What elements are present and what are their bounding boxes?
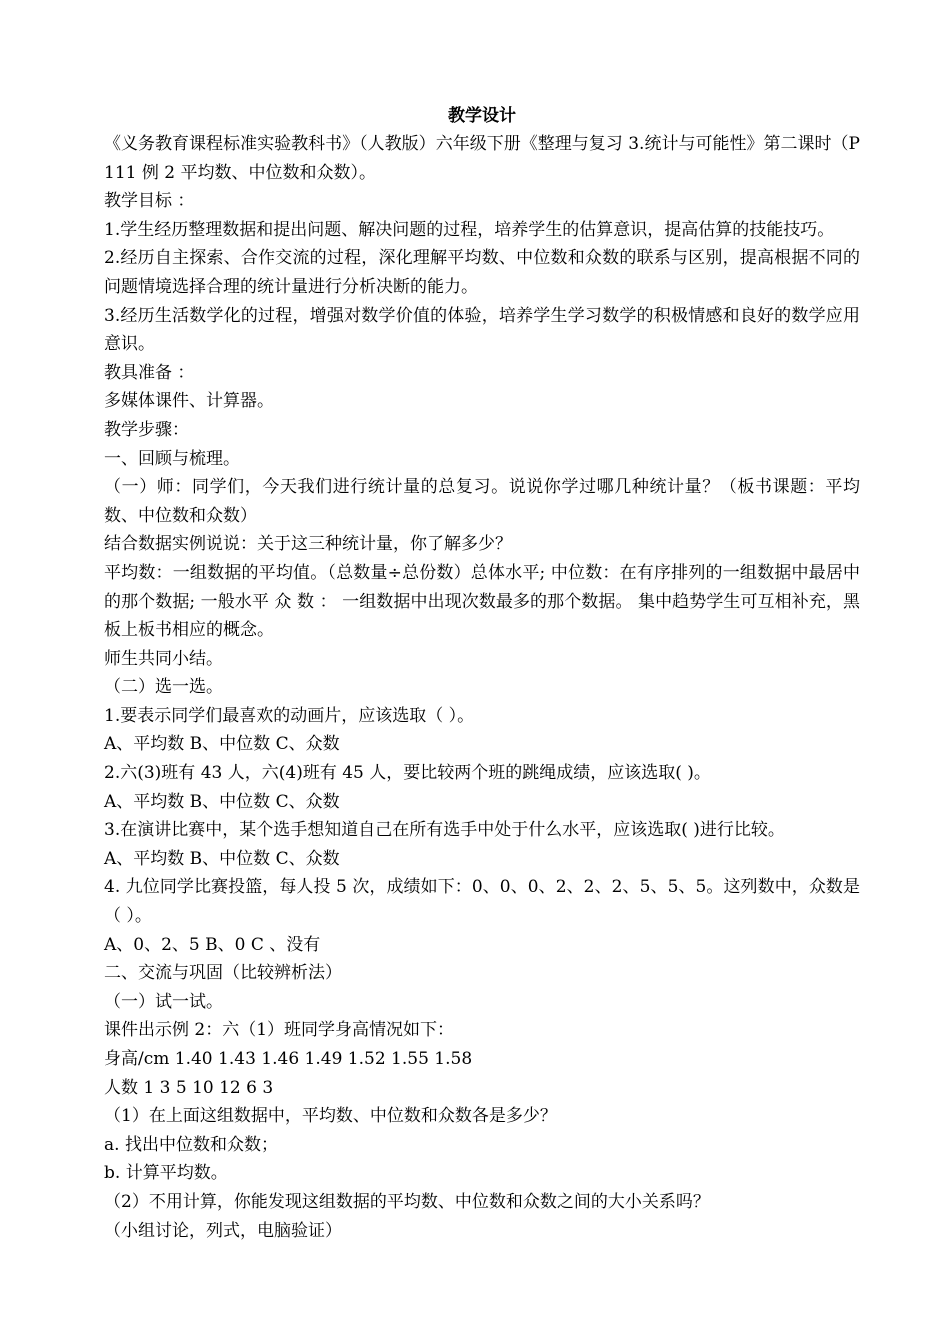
paragraph-task-1a: a. 找出中位数和众数；	[104, 1134, 278, 1155]
data-heights: 身高/cm 1.40 1.43 1.46 1.49 1.52 1.55 1.58	[104, 1049, 473, 1069]
question-4: 4. 九位同学比赛投篮，每人投 5 次，成绩如下：0、0、0、2、2、2、5、5、5。这列数中，众数是（ ）。	[104, 877, 860, 927]
document-title: 教学设计	[448, 106, 516, 126]
question-1: 1.要表示同学们最喜欢的动画片，应该选取（ ）。	[104, 705, 475, 726]
question-3: 3.在演讲比赛中，某个选手想知道自己在所有选手中处于什么水平，应该选取( )进行比较。	[104, 820, 785, 841]
section-review-heading: 一、回顾与梳理。	[104, 448, 240, 469]
paragraph-goals-heading: 教学目标 ：	[104, 191, 195, 212]
paragraph-tools: 多媒体课件、计算器。	[104, 391, 274, 412]
question-4-options: A、0、2、5 B、0 C 、没有	[104, 934, 321, 955]
question-1-options: A、平均数 B、中位数 C、众数	[104, 734, 340, 755]
subsection-choose-heading: （二）选一选。	[104, 677, 223, 698]
paragraph-definitions: 平均数：一组数据的平均值。（总数量÷总份数）总体水平; 中位数：在有序排列的一组数据中最居中的那个数据; 一般水平 众 数 ： 一组数据中出现次数最多的那个数据。 集中趋势学生可互相补充，黑板上板书相应的概念。	[104, 562, 860, 641]
paragraph-tools-heading: 教具准备 ：	[104, 362, 195, 383]
paragraph-review-1: （一）师：同学们，今天我们进行统计量的总复习。说说你学过哪几种统计量？（板书课题：平均数、中位数和众数）	[104, 477, 860, 526]
paragraph-review-2: 结合数据实例说说：关于这三种统计量，你了解多少？	[104, 534, 512, 555]
question-2: 2.六(3)班有 43 人，六(4)班有 45 人，要比较两个班的跳绳成绩，应该选取( )。	[104, 763, 711, 784]
question-3-options: A、平均数 B、中位数 C、众数	[104, 848, 340, 869]
data-counts: 人数 1 3 5 10 12 6 3	[104, 1077, 274, 1098]
question-2-options: A、平均数 B、中位数 C、众数	[104, 791, 340, 812]
paragraph-task-1: （1）在上面这组数据中，平均数、中位数和众数各是多少？	[104, 1106, 557, 1127]
paragraph-goal-2: 2.经历自主探索、合作交流的过程，深化理解平均数、中位数和众数的联系与区别，提高根据不同的问题情境选择合理的统计量进行分析决断的能力。	[104, 248, 860, 297]
paragraph-summary: 师生共同小结。	[104, 648, 223, 669]
paragraph-goal-3: 3.经历生活数学化的过程，增强对数学价值的体验，培养学生学习数学的积极情感和良好的数学应用意识。	[104, 305, 860, 355]
paragraph-steps-heading: 教学步骤：	[104, 419, 189, 440]
subsection-try-heading: （一）试一试。	[104, 991, 223, 1012]
section-exchange-heading: 二、交流与巩固（比较辨析法）	[104, 963, 342, 984]
document-page	[104, 102, 860, 1245]
paragraph-goal-1: 1.学生经历整理数据和提出问题、解决问题的过程，培养学生的估算意识，提高估算的技能技巧。	[104, 219, 835, 240]
paragraph-discussion: （小组讨论，列式，电脑验证）	[104, 1220, 342, 1241]
paragraph-intro: 《义务教育课程标准实验教科书》（人教版）六年级下册《整理与复习 3.统计与可能性》第二课时（P111 例 2 平均数、中位数和众数）。	[104, 134, 860, 183]
paragraph-example: 课件出示例 2：六（1）班同学身高情况如下：	[104, 1020, 455, 1041]
paragraph-task-2: （2）不用计算，你能发现这组数据的平均数、中位数和众数之间的大小关系吗？	[104, 1191, 710, 1212]
paragraph-task-1b: b. 计算平均数。	[104, 1163, 228, 1184]
